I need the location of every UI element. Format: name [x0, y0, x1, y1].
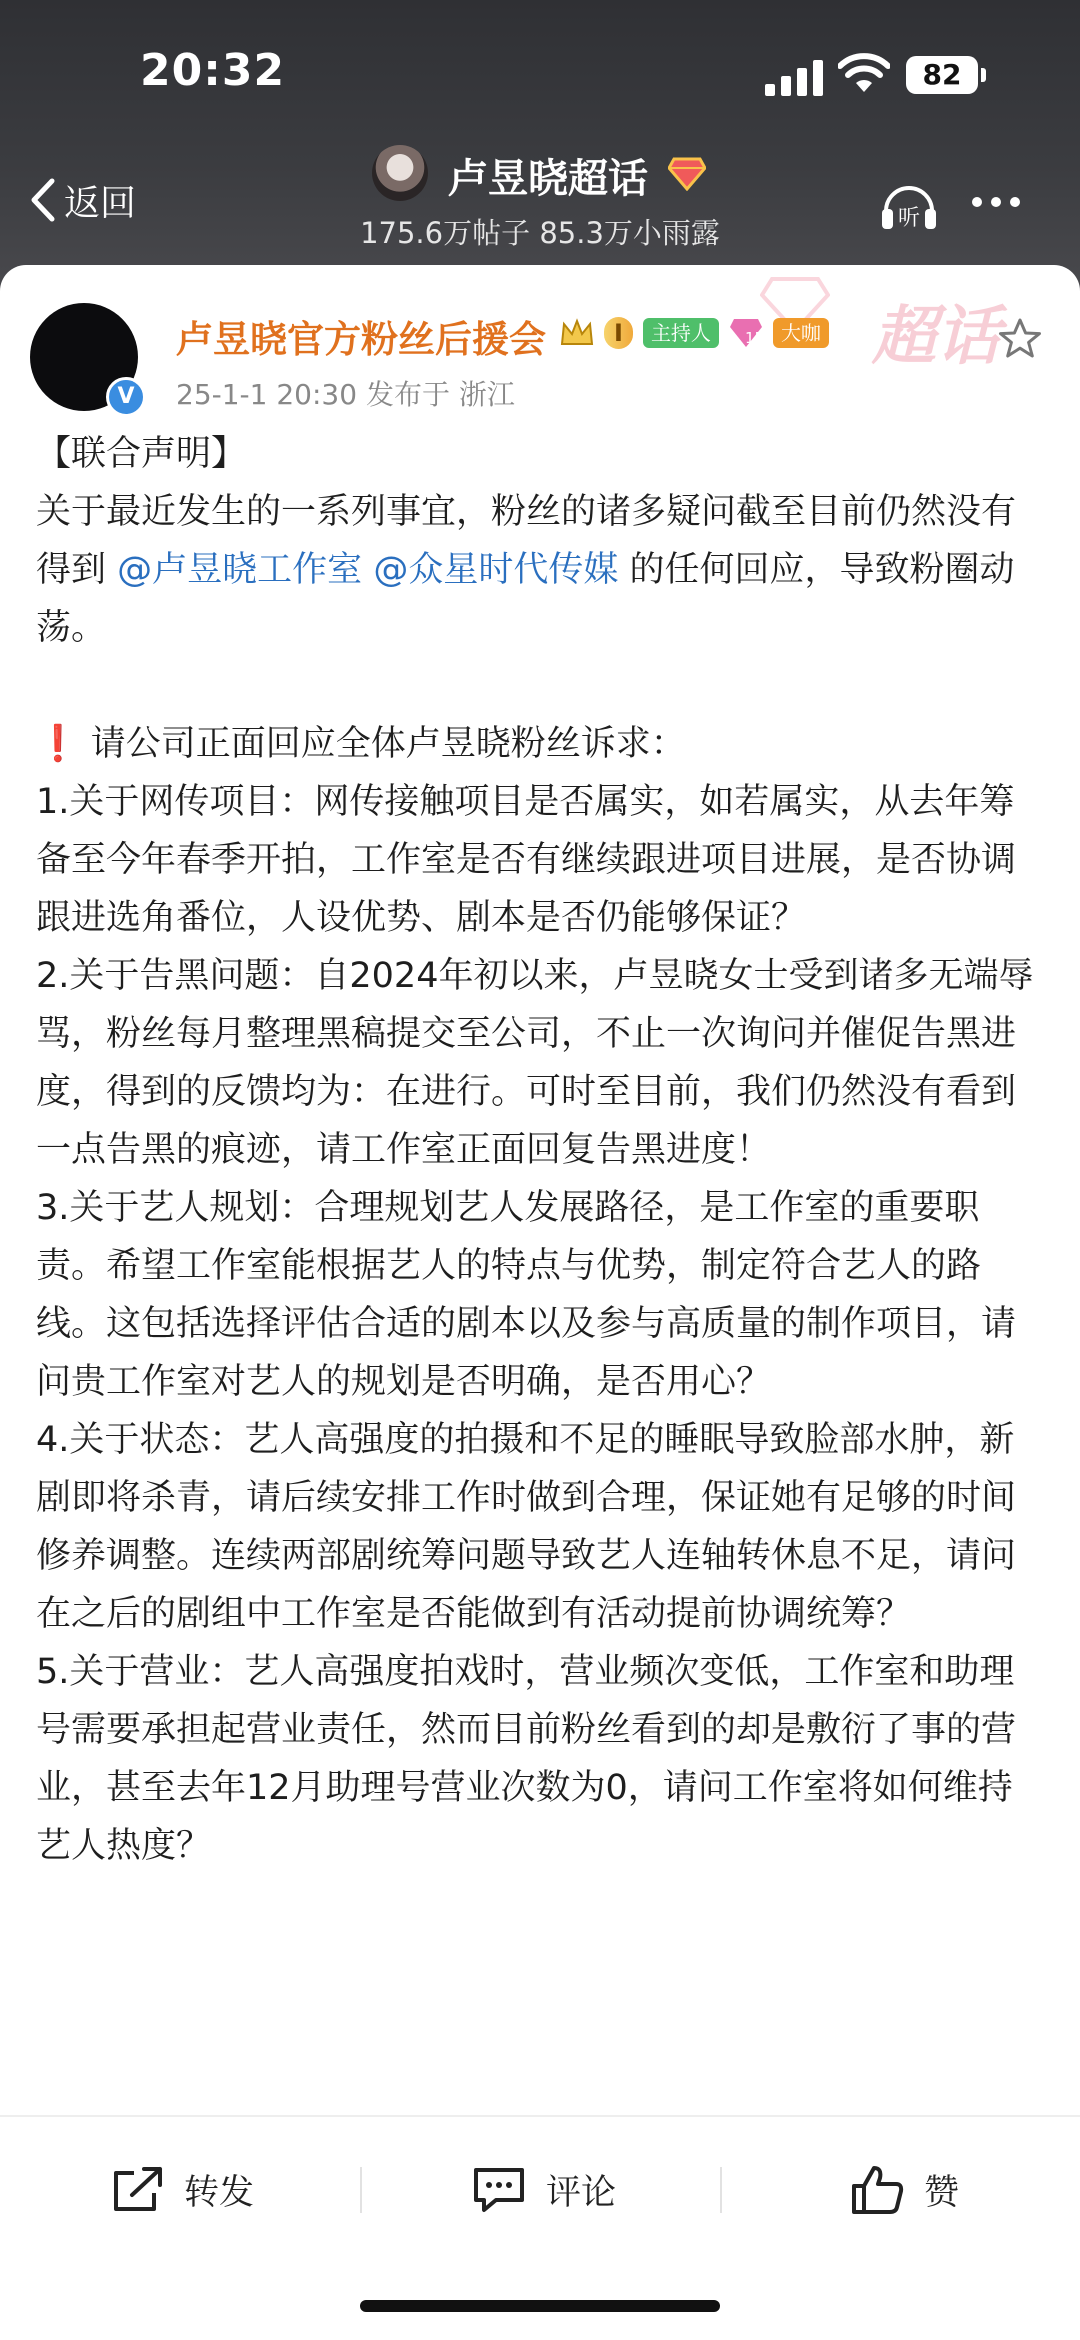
- host-badge: 主持人: [643, 318, 719, 348]
- level-badge: I: [604, 317, 633, 349]
- comment-label: 评论: [546, 2173, 617, 2213]
- back-label: 返回: [64, 182, 137, 224]
- post-card: [0, 265, 1080, 2115]
- gem-icon: [668, 157, 706, 191]
- point-4: 4.关于状态：艺人高强度的拍摄和不足的睡眠导致脸部水肿，新剧即将杀青，请后续安排工作时做到合理，保证她有足够的时间修养调整。连续两部剧统筹问题导致艺人连轴转休息不足，请问在之后的剧组中工作室是否能做到有活动提前协调统筹？: [36, 1420, 1017, 1634]
- supertopic-avatar[interactable]: [372, 145, 428, 201]
- author-badges: [560, 317, 829, 349]
- cellular-signal-icon: [765, 60, 823, 96]
- status-bar: [0, 40, 1080, 110]
- repost-button[interactable]: [110, 2145, 254, 2235]
- point-1: 1.关于网传项目：网传接触项目是否属实，如若属实，从去年筹备至今年春季开拍，工作室是否有继续跟进项目进展，是否协调跟进选角番位，人设优势、剧本是否仍能够保证？: [36, 782, 1017, 938]
- action-bar-divider: [0, 2115, 1080, 2117]
- paragraph-gap: [36, 657, 1046, 715]
- battery-indicator: 82: [906, 56, 978, 94]
- mention-studio[interactable]: @卢昱晓工作室: [117, 550, 363, 590]
- action-separator: [720, 2167, 722, 2213]
- point-3: 3.关于艺人规划：合理规划艺人发展路径，是工作室的重要职责。希望工作室能根据艺人的特点与优势，制定符合艺人的路线。这包括选择评估合适的剧本以及参与高质量的制作项目，请问贵工作室对艺人的规划是否明确，是否用心？: [36, 1188, 1017, 1402]
- repost-label: 转发: [184, 2173, 255, 2213]
- favorite-star-icon[interactable]: [998, 317, 1042, 361]
- supertopic-title[interactable]: 卢昱晓超话: [448, 156, 648, 202]
- mention-company[interactable]: @众星时代传媒: [373, 550, 619, 590]
- post-location: 发布于 浙江: [365, 378, 515, 411]
- more-icon[interactable]: [972, 197, 1020, 207]
- supertopic-watermark: 超话: [872, 300, 1000, 374]
- share-icon: [110, 2165, 166, 2215]
- members-count: 85.3万小雨露: [539, 216, 720, 250]
- gem-level-badge: [729, 317, 763, 349]
- wifi-icon: [838, 52, 890, 96]
- post-date: 25-1-1 20:30: [176, 378, 358, 411]
- demand-heading: ❗ 请公司正面回应全体卢昱晓粉丝诉求：: [36, 724, 686, 764]
- listen-icon[interactable]: [876, 173, 942, 239]
- author-name[interactable]: 卢昱晓官方粉丝后援会: [176, 318, 546, 361]
- status-time: 20:32: [140, 45, 286, 96]
- verified-badge-icon: V: [106, 377, 146, 417]
- point-2: 2.关于告黑问题：自2024年初以来，卢昱晓女士受到诸多无端辱骂，粉丝每月整理黑稿提交至公司，不止一次询问并催促告黑进度，得到的反馈均为：在进行。可时至目前，我们仍然没有看到一点告黑的痕迹，请工作室正面回复告黑进度！: [36, 956, 1034, 1170]
- like-label: 赞: [924, 2173, 960, 2213]
- comment-icon: [470, 2164, 528, 2216]
- post-title: 【联合声明】: [36, 434, 247, 474]
- posts-count: 175.6万帖子: [360, 216, 531, 250]
- svg-text:听: 听: [897, 206, 921, 231]
- home-indicator[interactable]: [360, 2300, 720, 2312]
- exclamation-icon: ❗: [36, 724, 80, 764]
- thumbs-up-icon: [850, 2164, 906, 2216]
- comment-button[interactable]: [470, 2145, 616, 2235]
- like-button[interactable]: [850, 2145, 959, 2235]
- top-nav: [0, 135, 1080, 255]
- post-intro: 关于最近发生的一系列事宜，粉丝的诸多疑问截至目前仍然没有得到 @卢昱晓工作室 @众星时代传媒 的任何回应，导致粉圈动荡。: [36, 492, 1017, 648]
- big-fan-badge: 大咖: [773, 318, 829, 348]
- crown-icon: [560, 318, 594, 348]
- gem-level-number: 15: [744, 329, 765, 347]
- action-bar: [0, 2145, 1080, 2235]
- post-meta: [176, 373, 515, 413]
- action-separator: [360, 2167, 362, 2213]
- point-5: 5.关于营业：艺人高强度拍戏时，营业频次变低，工作室和助理号需要承担起营业责任，然而目前粉丝看到的却是敷衍了事的营业，甚至去年12月助理号营业次数为0，请问工作室将如何维持艺人热度？: [36, 1652, 1017, 1866]
- post-body: [36, 425, 1046, 1875]
- battery-tip: [981, 68, 986, 82]
